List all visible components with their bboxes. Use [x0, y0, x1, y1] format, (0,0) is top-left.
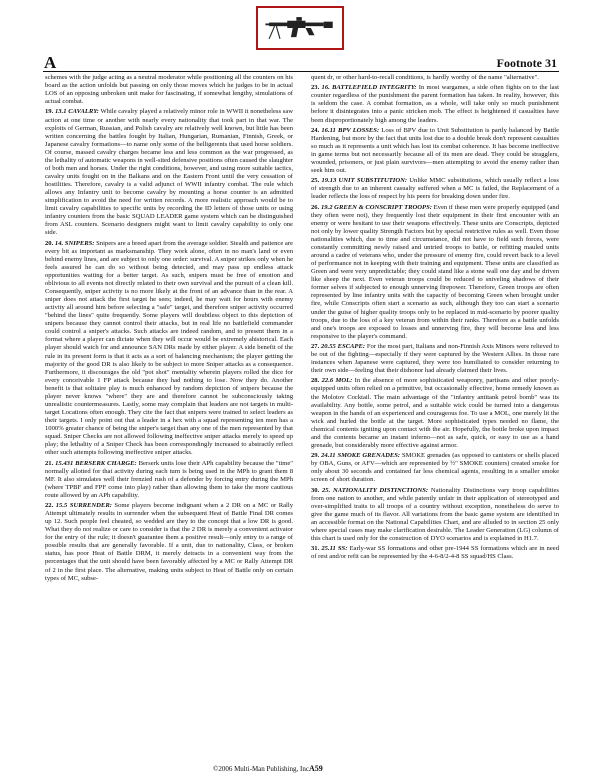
page-number: A59: [309, 764, 323, 773]
header-rule: [43, 71, 559, 72]
left-column: [45, 74, 293, 758]
footnote-25: 25. 19.13 UNIT SUBSTITUTION: Unlike MMC substitutions, which usually reflect a loss of strength due to an inherent casualty suffered when a MC is failed, the Replacement of a leader reflects the loss of respect by his peers for breaking down under fire.: [311, 177, 559, 201]
page-title: Footnote 31: [496, 56, 557, 70]
footnote-20: 20. 14. SNIPERS: Snipers are a breed apart from the average soldier. Stealth and patience are every bit as important as marksmanship. They work alone, often in no man's land or even behind enemy lines, and are subject to only one order: survival. A sniper strikes only when he feels assured he can do so without being detected, and may pass up endless attack opportunities waiting for a better target. As such, snipers must be free of emotion and oblivious to all events not directly related to their own survival and the pursuit of a clean kill. Consequently, sniper activity is no more likely at the front of an advance than in the rear. A sniper does not attack the first target he sees; indeed, he may wait for hours with enemy activity all around him before selecting a "safe" target, and therefore sniper activity occurred "behind the lines" quite frequently. Some players will doubtless object to this depiction of snipers because they cannot control their attacks, but in real life no battlefield commander could control a sniper's attacks. Such attacks are indeed random, and to present them in a format where a player can dictate when they will occur would be extremely ahistorical. Each player should watch for and announce SAN DRs made by either player. A side benefit of the rule in its present form is that it acts as a sort of balancing mechanism; the player getting the majority of the good DR is also likely to be subject to more Sniper attacks as a consequence. Furthermore, it discourages the old "pot shot" mentality wherein players rolled the dice for every conceivable 1 FP attack because they had nothing to lose. Now they do. Another benefit is that solitaire play is much enhanced by random depiction of snipers because the player never knows "where" they are and therefore cannot be subconsciously taking unrealistic countermeasures. Lastly, some may complain that leaders are not targets in multi-target Locations often enough. They cite the fact that snipers were trained to select leaders as their targets. I only point out that a leader in a hex with a squad representing ten men has a 1000% greater chance of being the sniper's target than any one of the men represented by that squad. Sniper Checks are not allowed following ineffective sniper attacks merely to speed up play; the lethality of a Sniper Check has been correspondingly increased to abstractly reflect other such attempts following ineffective sniper attacks.: [45, 239, 293, 457]
footnote-30: 30. 25. NATIONALITY DISTINCTIONS: Nationality Distinctions vary troop capabilities from one nation to another, and while patently unfair in their application of stereotyped and over-simplified traits to all troops of a country without exception, nonetheless do serve to give the game much of its flavor. All variations from the basic game system are identified in an accessible format on the National Capabilities Chart, and are alluded to in section 25 only where special cases may make clarification desirable. The Leader Generation (LG) column of this chart is used only for the construction of DYO scenarios and is explained in H1.7.: [311, 486, 559, 542]
footnote-28: 28. 22.6 MOL: In the absence of more sophisticated weaponry, partisans and other poorly-equipped units often relied on a primitive, but occasionally effective, home remedy known as the Molotov Cocktail. The main advantage of the "infantry antitank petrol bomb" was its availability. Any bottle, some petrol, and a suitable wick could be turned into a dangerous weapon in the hands of an experienced and courageous foe. To use a MOL, one merely lit the wick and hurled the bottle at the target. More sophisticated types needed no flame, the chemical contents igniting upon contact with the air. Hopefully, the bottle broke upon impact and the contents became an instant inferno—not as safe, quick, or easy to use as a hand grenade, but considerably more effective against armor.: [311, 377, 559, 449]
footnote-21: 21. 15.431 BERSERK CHARGE: Berserk units lose their APh capability because the "time" normally allotted for that activity during each turn is being used in the MPh to grant them 8 MF. It also simulates well their frenzied rush of a defender by forcing entry during the MPh (where TPBF and FPF come into play) rather than allowing them to take the more cautious route allowed by an APh capability.: [45, 459, 293, 499]
footnote-31: 31. 25.11 SS: Early-war SS formations and other pre-1944 SS formations which are in need of rest and/or refit can be represented by the 4-6-8/2-4-8 SS squad/HS Class.: [311, 545, 559, 561]
footnote-paragraph: schemes with the judge acting as a neutral moderator while positioning all the counters on his board as the action unfolds but passing on only those moves which he judges to be in actual LOS of an opposing unbroken unit make for fascinating, if somewhat lengthy, simulations of actual combat.: [45, 74, 293, 106]
footnote-27: 27. 20.55 ESCAPE: For the most part, Italians and non-Finnish Axis Minors were relieved to be out of the fighting—especially if they were captured by the Western Allies. In those rare instances when Japanese were captured, they were too humiliated to consider returning to their own side—feeling that their dishonor had already claimed their lives.: [311, 342, 559, 375]
footnote-19: 19. 13.1 CAVALRY: While cavalry played a relatively minor role in WWII it nonetheless saw action at one time or another with nearly every nationality that took part in that war. The exploits of German, Russian, and Polish cavalry are relatively well known, but little has been written concerning the battles fought by Italian, Hungarian, Rumanian, Finnish, Greek, or Japanese cavalry formations—to name only some of the belligerents that used horse soldiers. Of course, massed cavalry charges became less and less common as the war progressed, as the lethality of automatic weapons in well-sited defensive positions often caused the slaughter of both men and horses. Under the right conditions, however, and using more suitable tactics, cavalry units fought on in the Balkans and on the Eastern Front until the very cessation of hostilities. Therefore, cavalry is a valid adjunct of WWII infantry combat. The rule which allows any Infantry unit to become cavalry by mounting a horse counter is an admitted simplification to avoid the need for written records. A more realistic approach would be to limit cavalry capabilities to specific units by recording the ID letters of those units or using infantry counters from the basic SQUAD LEADER game system which can be distinguished from ASL counters. Scenario designers might want to limit cavalry capability to only one side.: [45, 108, 293, 237]
footnote-26: 26. 19.2 GREEN & CONSCRIPT TROOPS: Even if these men were properly equipped (and they often were not), they frequently lost their equipment in their first encounter with an enemy or were hesitant to use their weapons effectively. These units are Conscripts, depicted not only by lower quality Strength Factors but by special restrictive rules as well. Even those nationalities which, due to time and circumstance, did not have to field such forces, were constantly committing newly raised and untried troops to battle, or refitting mauled units around a cadre of veterans who, under the pressure of enemy fire, could revert back to a level of performance not in keeping with their training and equipment. These units are classified as Green and were very unpredictable; they could stand like a stone wall one day and be driven like sheep the next. Even veteran troops could be reduced to sniveling shadows of their former selves if subjected to enough unnerving firepower. Therefore, Green troops are often represented by line infantry units with the capacity of becoming Green when brought under fire, while Conscripts often start a scenario as such, although they too can start a scenario under the guise of higher quality troops only to be replaced in mid-scenario by poorer quality troops, due to the loss of a key veteran from within their ranks. Therefore as a battle unfolds and one's troops are exposed to losses and unnerving fire, they will become less and less responsive to the player's command.: [311, 203, 559, 340]
right-column: [311, 74, 559, 758]
copyright-notice: ©2006 Multi-Man Publishing, Inc.: [213, 765, 311, 773]
footnote-24: 24. 16.11 BPV LOSSES: Loss of BPV due to Unit Substitution is partly balanced by Battle Hardening, but more by the fact that units lost due to a double break don't represent casualties so much as it represents a unit which has lost its combat coherence. It has become ineffective in game terms but not necessarily because all of its men are dead. They could be stragglers, wounded, prisoners, or just plain survivors—men attempting to avoid the enemy rather than seek him out.: [311, 126, 559, 175]
section-letter: A: [44, 53, 57, 72]
footnote-paragraph: quent dr, or other hard-to-recall conditions, is hardly worthy of the name "alternative".: [311, 74, 539, 81]
footnote-23: 23. 16. BATTLEFIELD INTEGRITY: In most wargames, a side often fights on to the last counter regardless of the punishment the parent formation has taken. In reality, however, this is seldom the case. A combat formation, as a whole, will take only so much punishment before it disintegrates into a panic stricken mob. The effect is heightened if casualties have been disproportionately high among the leaders.: [311, 84, 559, 124]
machine-gun-icon: [256, 6, 344, 50]
footnote-22: 22. 15.5 SURRENDER: Some players become indignant when a 2 DR on a MC or Rally Attempt ultimately results in surrender when the subsequent Heat of Battle Final DR comes up 12. Such people feel cheated, so wedded are they to the concept that a low DR is good. What they do not realize or care to consider is that the 2 DR is merely a convenient activator for the entry of the rule; it doesn't guarantee them a positive result—only entry to a range of possible results that are generally favorable. If a unit, due to nationality, Class, or broken status, has poor Heat of Battle DRM, it merely detracts in a convenient way from the percentages that the unit should have been favorably affected by a MC or Rally Attempt DR of 2 in the first place. The alternative, making units subject to Heat of Battle only on certain types of MC, subse-: [45, 502, 293, 582]
footnote-29: 29. 24.11 SMOKE GRENADES: SMOKE grenades (as opposed to canisters or shells placed by OBA, Guns, or AFV—which are represented by ½" SMOKE counters) created smoke for only about 30 seconds and contained far less chemical agents, resulting in a smaller smoke screen of short duration.: [311, 452, 559, 484]
